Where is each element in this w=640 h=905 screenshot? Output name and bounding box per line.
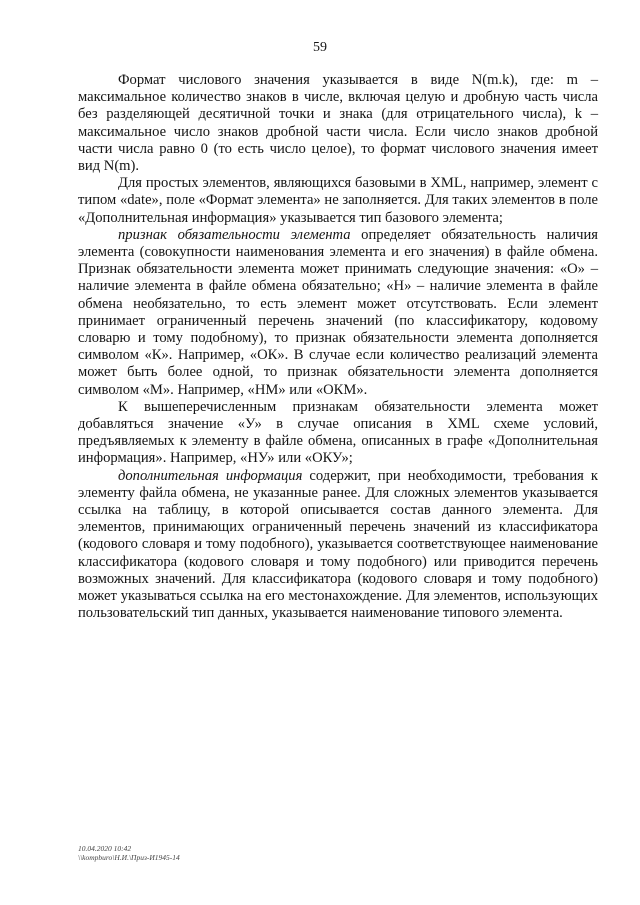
footer-file-path: \\kompburo\Н.И.\Приз-И1945-14: [78, 853, 180, 862]
paragraph-text: определяет обязательность наличия элемента (совокупности наименования элемента и его значения) в файле обмена. Признак обязательности элемента может принимать следующие значения: «О» – наличие элемента в файле обмена обязательно; «Н» – наличие элемента в файле обмена необязательно, то есть элемент может отсутствовать. Если элемент принимает ограниченный перечень значений (по классификатору, кодовому словарю и тому подобному), то признак обязательности элемента дополняется символом «К». Например, «ОК». В случае если количество реализаций элемента может быть более одной, то признак обязательности элемента дополняется символом «М». Например, «НМ» или «ОКМ».: [78, 226, 598, 398]
paragraph-text: К вышеперечисленным признакам обязательности элемента может добавляться значение «У» в случае описания в XML схеме условий, предъявляемых к элементу в файле обмена, описанных в графе «Дополнительная информация». Например, «НУ» или «ОКУ»;: [78, 398, 598, 467]
paragraph-conditional-flag: [78, 399, 598, 468]
paragraph-text: содержит, при необходимости, требования к элементу файла обмена, не указанные ранее. Для сложных элементов указывается ссылка на таблицу, в которой описывается состав данного элемента. Для элементов, принимающих ограниченный перечень значений из классификатора (кодового словаря и тому подобного), указывается соответствующее наименование классификатора (кодового словаря и тому подобного) или приводится перечень возможных значений. Для классификатора (кодового словаря и тому подобного) может указываться ссылка на его местонахождение. Для элементов, использующих пользовательский тип данных, указывается наименование типового элемента.: [78, 467, 599, 622]
paragraph-text: Формат числового значения указывается в виде N(m.k), где: m – максимальное количество знаков в числе, включая целую и дробную часть числа без разделяющей десятичной точки и знака (для отрицательного числа), k – максимальное число знаков дробной части числа. Если число знаков дробной части числа равно 0 (то есть число целое), то формат числового значения имеет вид N(m).: [78, 72, 598, 175]
document-footer: [78, 844, 180, 862]
body-text: [78, 72, 598, 623]
page-number: 59: [313, 40, 327, 55]
paragraph-number-format: [78, 72, 598, 175]
paragraph-text: Для простых элементов, являющихся базовыми в XML, например, элемент с типом «date», поле «Формат элемента» не заполняется. Для таких элементов в поле «Дополнительная информация» указывается тип базового элемента;: [78, 175, 598, 226]
paragraph-mandatory-flag: [78, 227, 598, 399]
defined-term: дополнительная информация: [118, 467, 303, 484]
defined-term: признак обязательности элемента: [118, 226, 351, 243]
paragraph-xml-base-types: [78, 175, 598, 227]
footer-timestamp: 10.04.2020 10:42: [78, 844, 132, 853]
paragraph-additional-info: [78, 468, 598, 623]
